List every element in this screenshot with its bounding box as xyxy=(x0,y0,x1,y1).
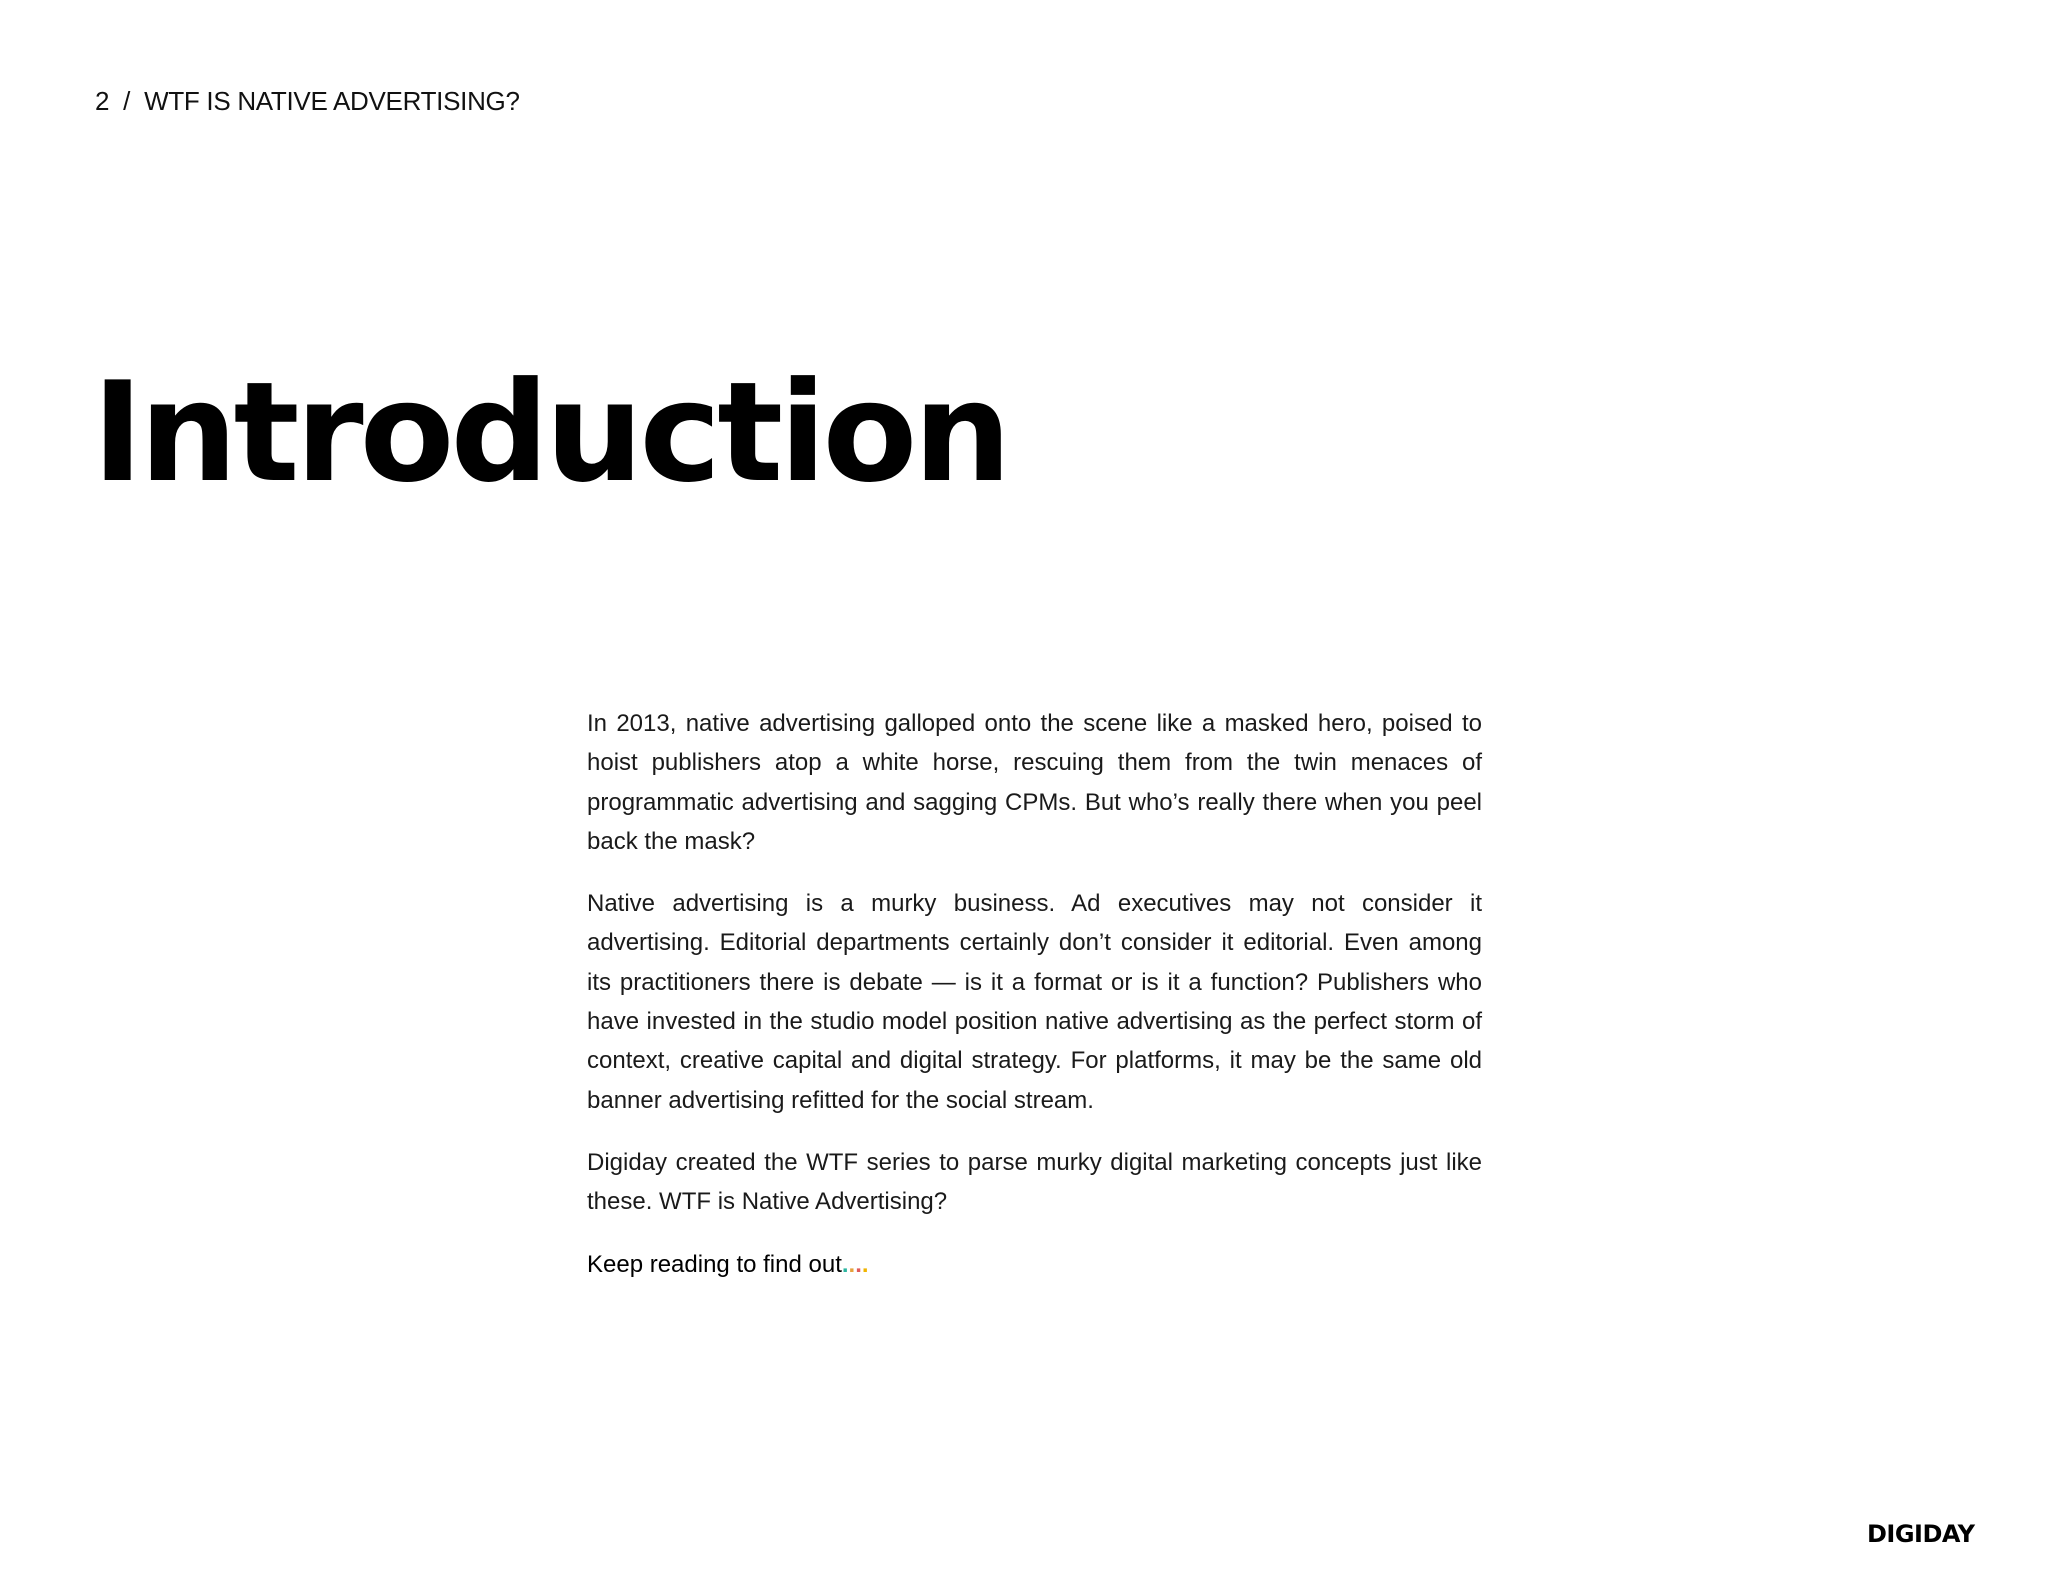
paragraph: Native advertising is a murky business. Ad executives may not consider it advertising. Editorial departments certainly don’t consider it editorial. Even among its practitioners there is debate — is it a format or is it a function? Publishers who have invested in the studio model position native advertising as the perfect storm of context, creative capital and digital strategy. For platforms, it may be the same old banner advertising refitted for the social stream. xyxy=(587,890,1482,1114)
article-body xyxy=(587,704,1482,1307)
page-title: Introduction xyxy=(92,352,1008,514)
dot: . xyxy=(848,1250,856,1278)
call-to-action xyxy=(587,1245,1482,1284)
call-to-action-text: Keep reading to find out xyxy=(587,1250,842,1278)
running-header xyxy=(95,86,520,117)
dot: . xyxy=(855,1250,862,1278)
paragraph: In 2013, native advertising galloped onto the scene like a masked hero, poised to hoist publishers atop a white horse, rescuing them from the twin menaces of programmatic advertising and sagging CPMs. But who’s really there when you peel back the mask? xyxy=(587,710,1482,855)
document-title: WTF IS NATIVE ADVERTISING? xyxy=(144,86,520,116)
dot: . xyxy=(861,1250,869,1278)
colored-dots xyxy=(842,1251,869,1278)
header-separator: / xyxy=(123,86,131,116)
paragraph: Digiday created the WTF series to parse murky digital marketing concepts just like these. WTF is Native Advertising? xyxy=(587,1148,1482,1216)
dot: . xyxy=(841,1250,849,1278)
digiday-logo: DIGIDAY xyxy=(1867,1520,1975,1548)
page-number: 2 xyxy=(95,86,110,116)
